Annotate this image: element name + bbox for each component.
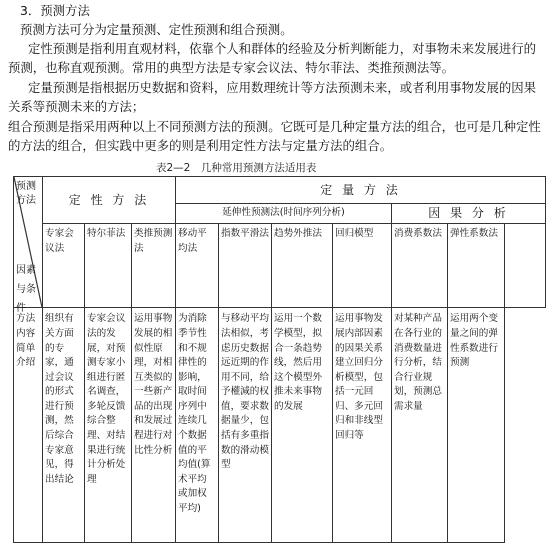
method-name: 指数平滑法	[219, 224, 272, 308]
combination-paragraph: 组合预测是指采用两种以上不同预测方法的预测。它既可是几种定量方法的组合，也可是几种定性的方法的组合，但实践中更多的则是利用定性方法与定量方法的组合。	[8, 119, 541, 153]
method-description: 为消除季节性和不规律性的影响，取时间序列中连续几个数据值的平均值(算术平均或加权平均)	[176, 308, 219, 543]
intro-paragraph: 预测方法可分为定量预测、定性预测和组合预测。	[20, 22, 293, 37]
corner-label-methods: 预测方法	[16, 181, 36, 206]
method-name: 趋势外推法	[272, 224, 333, 308]
method-description: 专家会议法的发展，对预测专家小组进行匿名调查，多轮反馈综合整理、对结果进行统计分析处理	[85, 308, 132, 543]
method-name: 移动平均法	[176, 224, 219, 308]
qualitative-paragraph: 定性预测是指利用直观材料，依靠个人和群体的经验及分析判断能力，对事物未来发展进行的预测，也称直观预测。常用的典型方法是专家会议法、特尔菲法、类推预测法等。	[8, 41, 537, 75]
corner-header	[14, 177, 43, 314]
method-description: 运用一个数学模型，拟合一条趋势线，然后用这个模型外推未来事物的发展	[272, 308, 333, 543]
quantitative-header: 定 量 方 法	[176, 177, 546, 204]
method-name: 特尔菲法	[85, 224, 132, 308]
corner-label-factors: 因素与条件	[16, 265, 36, 314]
row-label: 方法内容简单介绍	[14, 308, 43, 543]
qualitative-header: 定 性 方 法	[43, 177, 176, 224]
method-name: 回归模型	[333, 224, 392, 308]
section-heading: 3．预测方法	[20, 3, 90, 18]
method-name: 专家会议法	[43, 224, 85, 308]
method-description: 组织有关方面的专家，通过会议的形式进行预测，然后综合专家意见，得出结论	[43, 308, 85, 543]
method-description: 运用两个变量之间的弹性系数进行预测	[448, 308, 505, 543]
method-description: 对某种产品在各行业的消费数量进行分析，结合行业规划，预测总需求量	[392, 308, 448, 543]
method-name: 弹性系数法	[448, 224, 505, 308]
method-description: 运用事物发展的相似性原理，对相互类似的一些新产品的出现和发展过程进行对比性分析	[132, 308, 176, 543]
method-description: 与移动平均法相似，考虑历史数据远近期的作用不同，给予權減的权值，要求数据量少，包括有多重指数的滑动模型	[219, 308, 272, 543]
method-description: 运用事物发展内部因素的因果关系建立回归分析模型，包括一元回归、多元回归和非线型回归等	[333, 308, 392, 543]
causal-header: 因 果 分 析	[392, 204, 546, 224]
method-name: 消费系数法	[392, 224, 448, 308]
method-name	[505, 224, 546, 308]
method-name: 类推预测法	[132, 224, 176, 308]
table-caption: 表2—2 几种常用预测方法适用表	[156, 162, 317, 174]
extension-header: 延伸性预测法(时间序列分析)	[176, 204, 392, 224]
quantitative-paragraph: 定量预测是指根据历史数据和资料，应用数理统计等方法预测未来，或者利用事物发展的因果关系等预测未来的方法；	[8, 80, 537, 114]
forecast-methods-table	[13, 176, 546, 543]
